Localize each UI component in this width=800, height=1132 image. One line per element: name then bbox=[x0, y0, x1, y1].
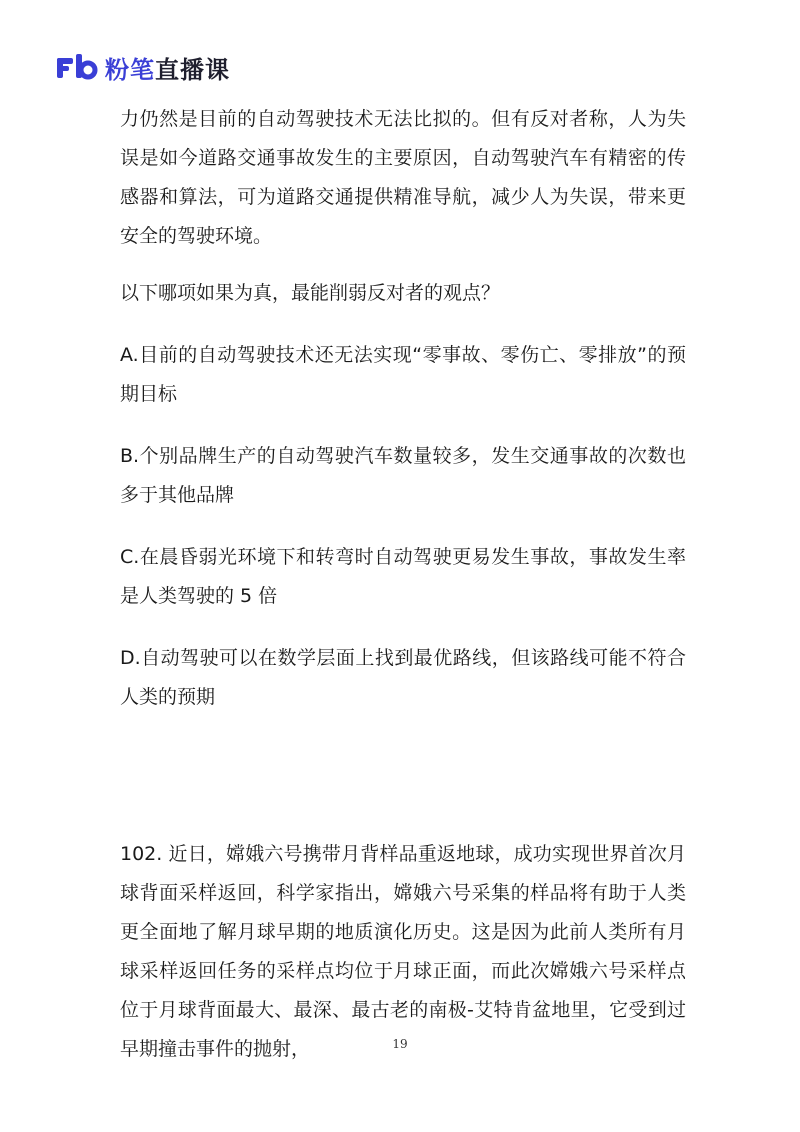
fenbi-logo-icon bbox=[55, 52, 99, 82]
brand-name bbox=[105, 50, 230, 85]
brand-main: 粉笔 bbox=[105, 55, 155, 84]
document-body bbox=[120, 96, 686, 1069]
logo-text: Fb bbox=[55, 52, 57, 53]
option-a: A.目前的自动驾驶技术还无法实现“零事故、零伤亡、零排放”的预期目标 bbox=[120, 344, 686, 405]
header-logo bbox=[55, 50, 230, 84]
question-prompt: 以下哪项如果为真，最能削弱反对者的观点？ bbox=[120, 282, 501, 304]
option-c: C.在晨昏弱光环境下和转弯时自动驾驶更易发生事故，事故发生率是人类驾驶的 5 倍 bbox=[120, 546, 686, 607]
brand-rest: 直播课 bbox=[155, 55, 230, 84]
option-b: B.个别品牌生产的自动驾驶汽车数量较多，发生交通事故的次数也多于其他品牌 bbox=[120, 445, 686, 506]
option-d: D.自动驾驶可以在数学层面上找到最优路线，但该路线可能不符合人类的预期 bbox=[120, 647, 686, 708]
question-passage: 力仍然是目前的自动驾驶技术无法比拟的。但有反对者称，人为失误是如今道路交通事故发生的主要原因，自动驾驶汽车有精密的传感器和算法，可为道路交通提供精准导航，减少人为失误，带来更安全的驾驶环境。 bbox=[120, 108, 686, 247]
page-number: 19 bbox=[392, 1037, 408, 1051]
question-102: 102. 近日，嫦娥六号携带月背样品重返地球，成功实现世界首次月球背面采样返回，科学家指出，嫦娥六号采集的样品将有助于人类更全面地了解月球早期的地质演化历史。这是因为此前人类所有月球采样返回任务的采样点均位于月球正面，而此次嫦娥六号采样点位于月球背面最大、最深、最古老的南极-艾特肯盆地里，它受到过早期撞击事件的抛射， bbox=[120, 843, 686, 1060]
